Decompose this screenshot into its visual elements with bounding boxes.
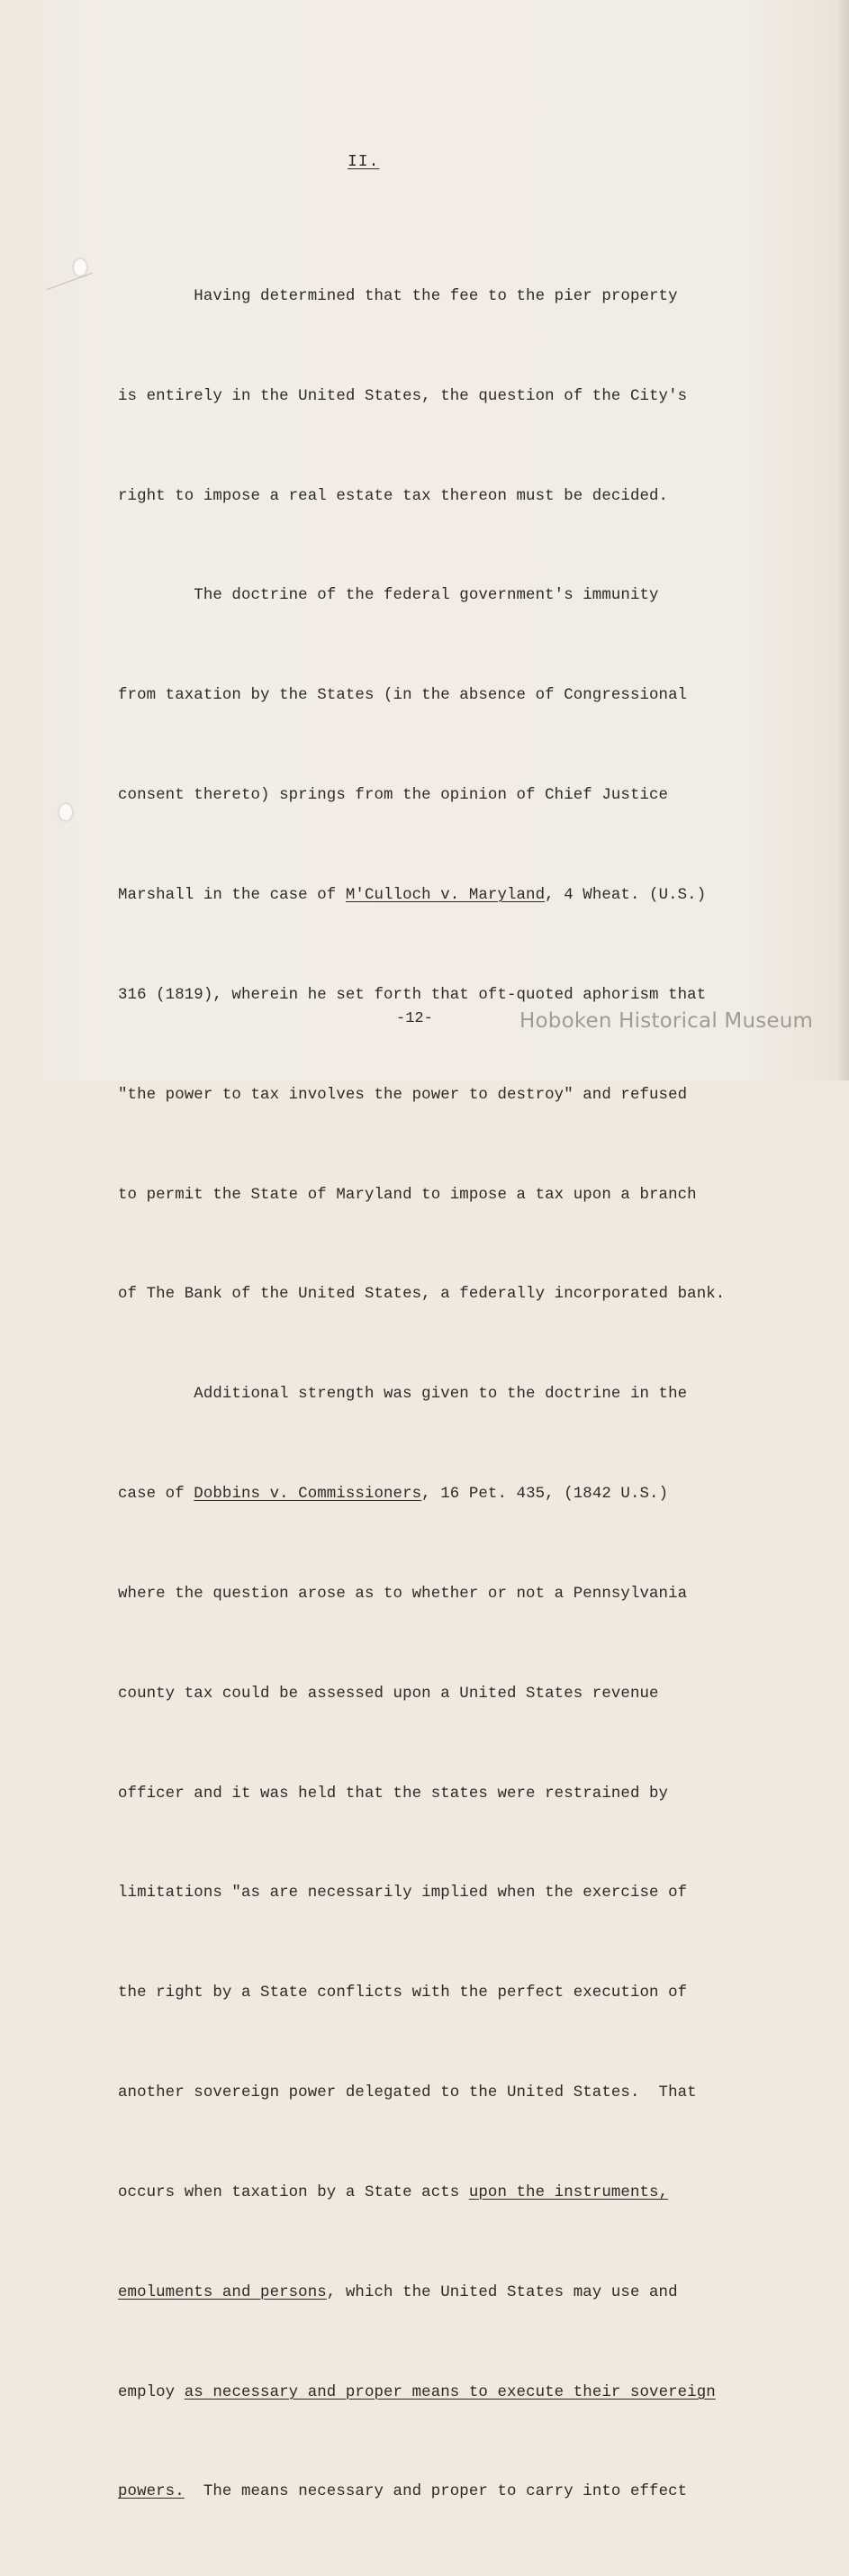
text-line: where the question arose as to whether or not a Pennsylvania xyxy=(118,1585,688,1603)
case-citation-dobbins: Dobbins v. Commissioners xyxy=(194,1486,422,1504)
museum-watermark: Hoboken Historical Museum xyxy=(519,1009,814,1033)
text-line: "the power to tax involves the power to destroy" and refused xyxy=(118,1086,688,1104)
text-line: occurs when taxation by a State acts upon the instruments, xyxy=(118,2183,669,2201)
text-line: The doctrine of the federal government's immunity xyxy=(118,587,659,605)
text-line: Marshall in the case of M'Culloch v. Maryland, 4 Wheat. (U.S.) xyxy=(118,886,707,904)
text-line: right to impose a real estate tax thereon must be decided. xyxy=(118,487,669,505)
text-line: county tax could be assessed upon a United States revenue xyxy=(118,1685,659,1703)
text-line: limitations "as are necessarily implied when the exercise of xyxy=(118,1885,688,1903)
text-line: officer and it was held that the states were restrained by xyxy=(118,1785,669,1803)
text-line: of The Bank of the United States, a federally incorporated bank. xyxy=(118,1286,726,1304)
body-text xyxy=(118,214,802,2576)
text-line: to permit the State of Maryland to impose a tax upon a branch xyxy=(118,1186,697,1204)
text-line: another sovereign power delegated to the United States. That xyxy=(118,2084,697,2102)
text-line: consent thereto) springs from the opinion of Chief Justice xyxy=(118,787,669,805)
page-number: -12- xyxy=(396,1010,433,1027)
punch-hole-top xyxy=(74,259,86,276)
text-line: Additional strength was given to the doctrine in the xyxy=(118,1386,688,1404)
text-line: Having determined that the fee to the pier property xyxy=(118,287,678,305)
underlined-phrase: upon the instruments, xyxy=(468,2183,669,2201)
case-citation-mculloch: M'Culloch v. Maryland xyxy=(345,886,546,904)
underlined-phrase: as necessary and proper means to execute their sovereign xyxy=(184,2383,716,2401)
text-line: employ as necessary and proper means to execute their sovereign xyxy=(118,2383,716,2401)
text-line: emoluments and persons, which the United States may use and xyxy=(118,2283,678,2301)
text-line: powers. The means necessary and proper to carry into effect xyxy=(118,2483,688,2501)
page-edge-shadow xyxy=(836,0,849,1080)
text-line: is entirely in the United States, the question of the City's xyxy=(118,387,688,405)
section-heading: II. xyxy=(348,153,380,171)
pencil-mark xyxy=(46,273,92,290)
text-line: from taxation by the States (in the absence of Congressional xyxy=(118,687,688,705)
underlined-phrase: powers. xyxy=(118,2483,185,2501)
punch-hole-bottom xyxy=(59,804,72,820)
text-line: the right by a State conflicts with the perfect execution of xyxy=(118,1984,688,2002)
underlined-phrase: emoluments and persons xyxy=(118,2283,327,2301)
text-line: case of Dobbins v. Commissioners, 16 Pet. 435, (1842 U.S.) xyxy=(118,1486,669,1504)
text-line: 316 (1819), wherein he set forth that oft-quoted aphorism that xyxy=(118,986,707,1004)
